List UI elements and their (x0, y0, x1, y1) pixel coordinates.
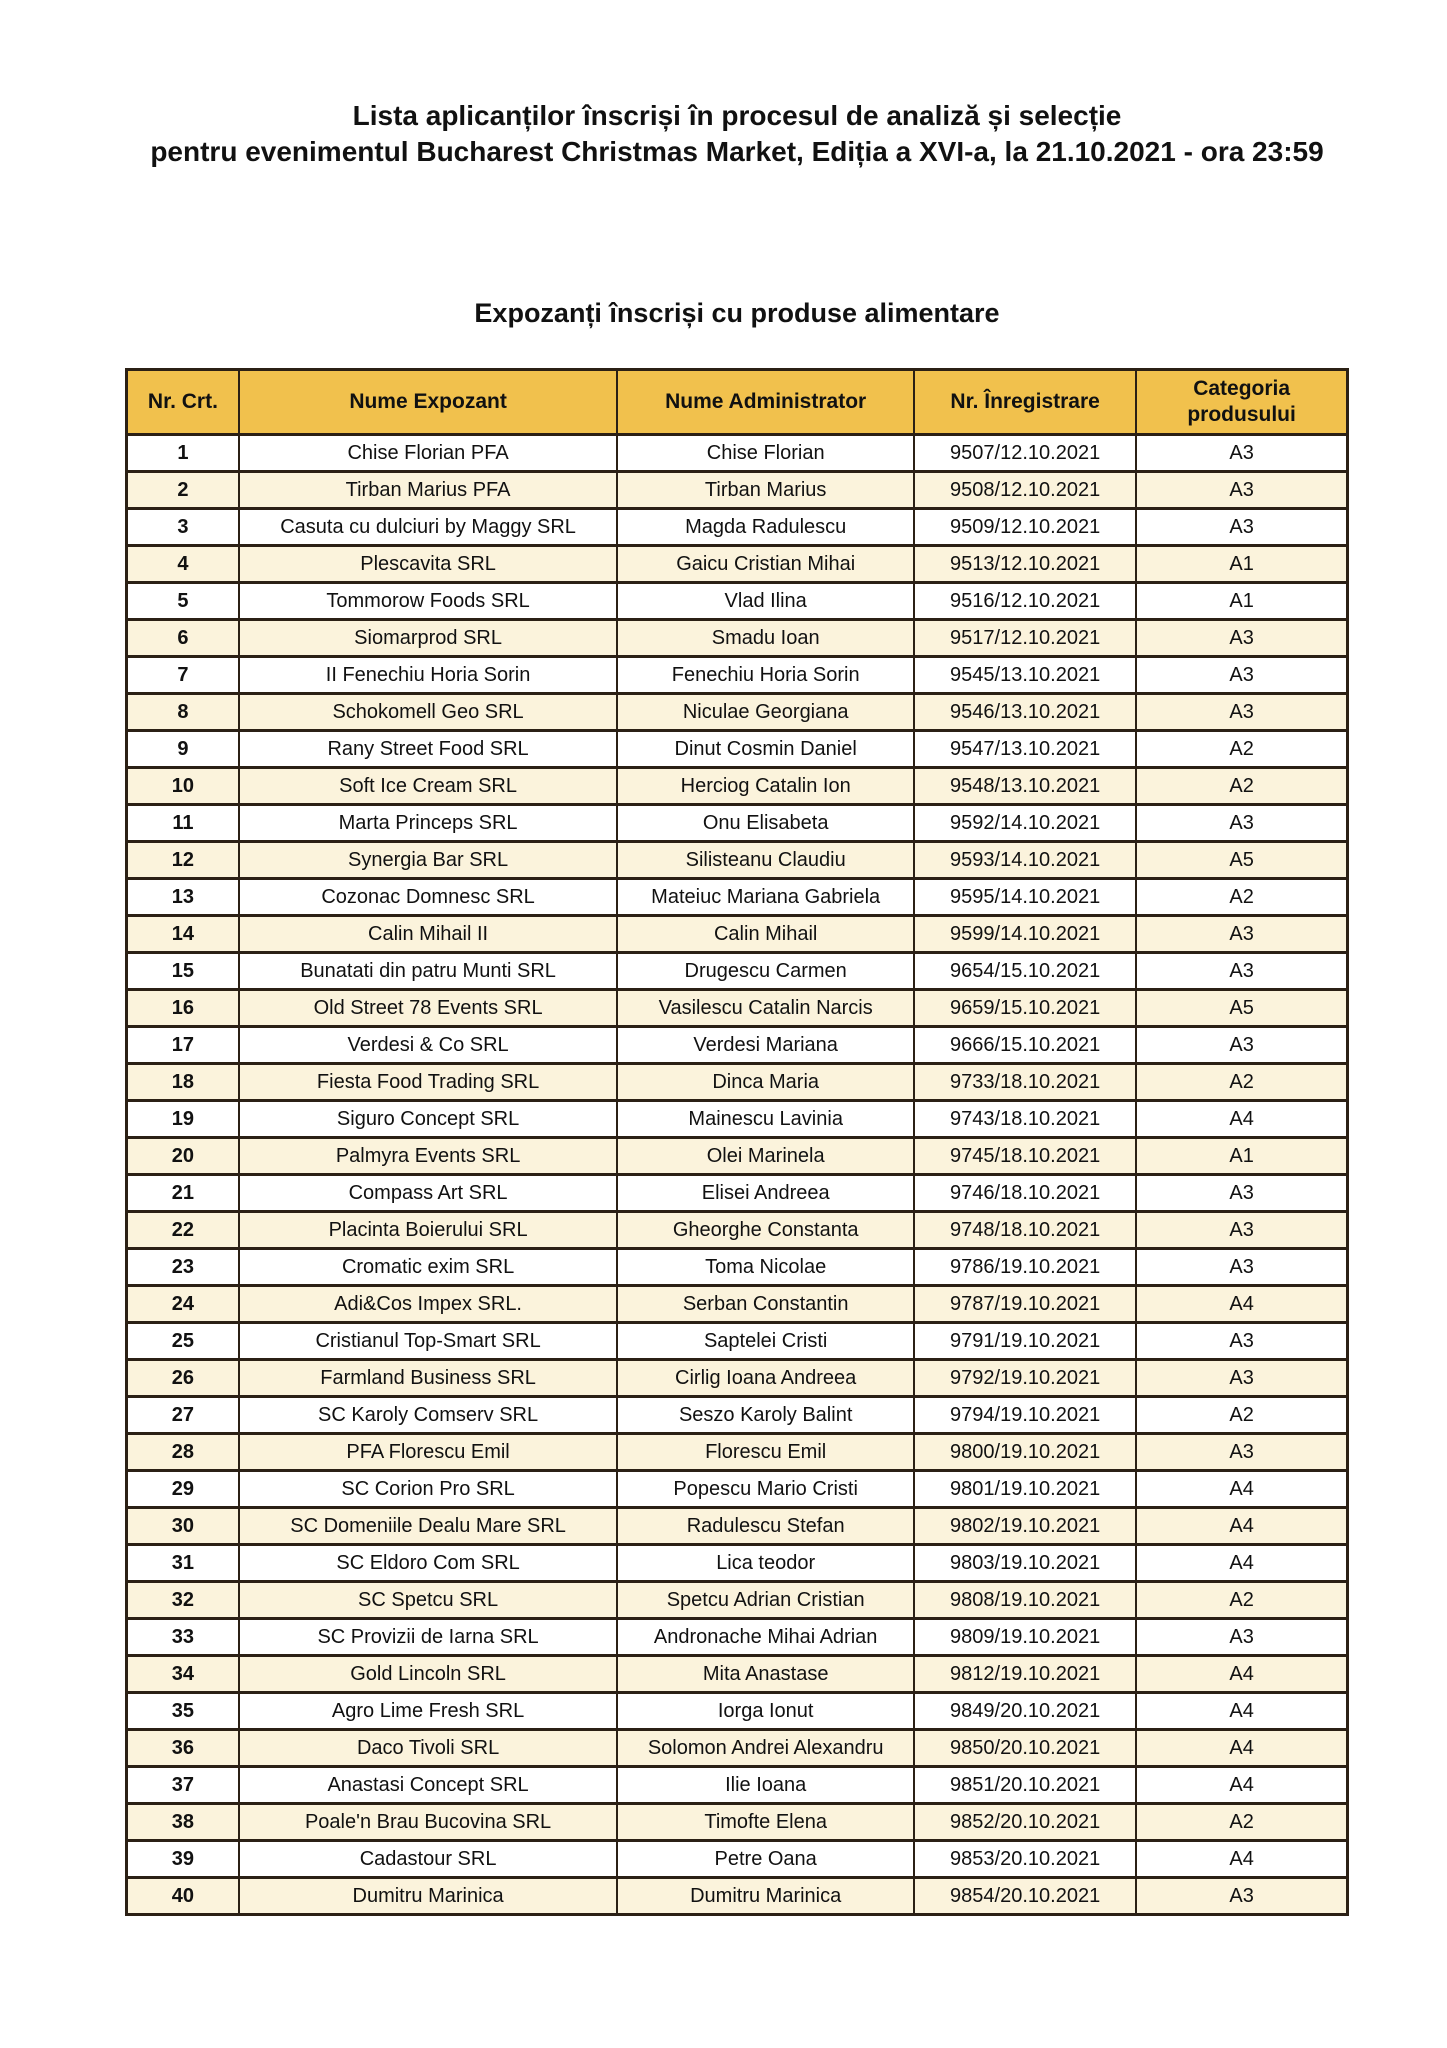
expozant-name: SC Karoly Comserv SRL (239, 1397, 618, 1434)
administrator-name: Solomon Andrei Alexandru (617, 1730, 914, 1767)
table-header (127, 370, 1348, 435)
product-category: A2 (1136, 1804, 1347, 1841)
administrator-name: Niculae Georgiana (617, 694, 914, 731)
header-nr-crt: Nr. Crt. (127, 370, 239, 435)
registration-number: 9786/19.10.2021 (914, 1249, 1136, 1286)
administrator-name: Fenechiu Horia Sorin (617, 657, 914, 694)
registration-number: 9808/19.10.2021 (914, 1582, 1136, 1619)
row-number: 39 (127, 1841, 239, 1878)
table-row (127, 1730, 1348, 1767)
table-row (127, 1027, 1348, 1064)
expozant-name: Soft Ice Cream SRL (239, 768, 618, 805)
row-number: 22 (127, 1212, 239, 1249)
registration-number: 9545/13.10.2021 (914, 657, 1136, 694)
expozant-name: Chise Florian PFA (239, 435, 618, 472)
row-number: 21 (127, 1175, 239, 1212)
expozant-name: Tirban Marius PFA (239, 472, 618, 509)
product-category: A3 (1136, 509, 1347, 546)
row-number: 33 (127, 1619, 239, 1656)
expozant-name: Fiesta Food Trading SRL (239, 1064, 618, 1101)
registration-number: 9507/12.10.2021 (914, 435, 1136, 472)
table-row (127, 1619, 1348, 1656)
registration-number: 9794/19.10.2021 (914, 1397, 1136, 1434)
registration-number: 9516/12.10.2021 (914, 583, 1136, 620)
administrator-name: Seszo Karoly Balint (617, 1397, 914, 1434)
expozant-name: Marta Princeps SRL (239, 805, 618, 842)
registration-number: 9746/18.10.2021 (914, 1175, 1136, 1212)
registration-number: 9593/14.10.2021 (914, 842, 1136, 879)
product-category: A3 (1136, 694, 1347, 731)
expozant-name: Casuta cu dulciuri by Maggy SRL (239, 509, 618, 546)
product-category: A1 (1136, 546, 1347, 583)
product-category: A2 (1136, 879, 1347, 916)
administrator-name: Dinut Cosmin Daniel (617, 731, 914, 768)
expozant-name: II Fenechiu Horia Sorin (239, 657, 618, 694)
table-row (127, 1101, 1348, 1138)
registration-number: 9745/18.10.2021 (914, 1138, 1136, 1175)
registration-number: 9850/20.10.2021 (914, 1730, 1136, 1767)
registration-number: 9517/12.10.2021 (914, 620, 1136, 657)
header-nume-administrator: Nume Administrator (617, 370, 914, 435)
product-category: A4 (1136, 1286, 1347, 1323)
product-category: A4 (1136, 1508, 1347, 1545)
expozant-name: Dumitru Marinica (239, 1878, 618, 1915)
row-number: 29 (127, 1471, 239, 1508)
row-number: 24 (127, 1286, 239, 1323)
table-row (127, 1434, 1348, 1471)
administrator-name: Mateiuc Mariana Gabriela (617, 879, 914, 916)
header-categoria-produsului: Categoria produsului (1136, 370, 1347, 435)
page-title-line1: Lista aplicanților înscriși în procesul de analiză și selecție (352, 100, 1122, 131)
administrator-name: Cirlig Ioana Andreea (617, 1360, 914, 1397)
row-number: 26 (127, 1360, 239, 1397)
administrator-name: Andronache Mihai Adrian (617, 1619, 914, 1656)
page-title (125, 98, 1349, 170)
page-title-line2: pentru evenimentul Bucharest Christmas Market, Ediția a XVI-a, la 21.10.2021 - ora 23:59 (150, 136, 1324, 167)
product-category: A1 (1136, 1138, 1347, 1175)
product-category: A3 (1136, 805, 1347, 842)
expozant-name: Tommorow Foods SRL (239, 583, 618, 620)
expozant-name: Calin Mihail II (239, 916, 618, 953)
table-row (127, 1545, 1348, 1582)
registration-number: 9509/12.10.2021 (914, 509, 1136, 546)
table-row (127, 509, 1348, 546)
row-number: 25 (127, 1323, 239, 1360)
product-category: A2 (1136, 768, 1347, 805)
administrator-name: Olei Marinela (617, 1138, 914, 1175)
row-number: 27 (127, 1397, 239, 1434)
product-category: A3 (1136, 657, 1347, 694)
administrator-name: Dinca Maria (617, 1064, 914, 1101)
product-category: A3 (1136, 1323, 1347, 1360)
product-category: A3 (1136, 1249, 1347, 1286)
administrator-name: Vlad Ilina (617, 583, 914, 620)
registration-number: 9733/18.10.2021 (914, 1064, 1136, 1101)
table-row (127, 1360, 1348, 1397)
registration-number: 9852/20.10.2021 (914, 1804, 1136, 1841)
registration-number: 9508/12.10.2021 (914, 472, 1136, 509)
administrator-name: Elisei Andreea (617, 1175, 914, 1212)
row-number: 38 (127, 1804, 239, 1841)
row-number: 1 (127, 435, 239, 472)
registration-number: 9513/12.10.2021 (914, 546, 1136, 583)
row-number: 31 (127, 1545, 239, 1582)
expozant-name: Poale'n Brau Bucovina SRL (239, 1804, 618, 1841)
registration-number: 9791/19.10.2021 (914, 1323, 1136, 1360)
table-row (127, 620, 1348, 657)
administrator-name: Lica teodor (617, 1545, 914, 1582)
table-row (127, 916, 1348, 953)
row-number: 3 (127, 509, 239, 546)
document-page (125, 0, 1349, 1916)
product-category: A4 (1136, 1841, 1347, 1878)
expozant-name: Cadastour SRL (239, 1841, 618, 1878)
expozant-name: Gold Lincoln SRL (239, 1656, 618, 1693)
row-number: 18 (127, 1064, 239, 1101)
table-row (127, 1582, 1348, 1619)
table-row (127, 472, 1348, 509)
row-number: 7 (127, 657, 239, 694)
product-category: A4 (1136, 1730, 1347, 1767)
product-category: A2 (1136, 1064, 1347, 1101)
row-number: 14 (127, 916, 239, 953)
registration-number: 9748/18.10.2021 (914, 1212, 1136, 1249)
expozant-name: Palmyra Events SRL (239, 1138, 618, 1175)
expozant-name: Verdesi & Co SRL (239, 1027, 618, 1064)
product-category: A2 (1136, 731, 1347, 768)
expozant-name: SC Eldoro Com SRL (239, 1545, 618, 1582)
expozant-name: Plescavita SRL (239, 546, 618, 583)
product-category: A3 (1136, 953, 1347, 990)
table-row (127, 1286, 1348, 1323)
product-category: A2 (1136, 1397, 1347, 1434)
product-category: A4 (1136, 1471, 1347, 1508)
administrator-name: Dumitru Marinica (617, 1878, 914, 1915)
expozant-name: PFA Florescu Emil (239, 1434, 618, 1471)
product-category: A3 (1136, 1434, 1347, 1471)
administrator-name: Smadu Ioan (617, 620, 914, 657)
expozant-name: Daco Tivoli SRL (239, 1730, 618, 1767)
registration-number: 9792/19.10.2021 (914, 1360, 1136, 1397)
expozant-name: Synergia Bar SRL (239, 842, 618, 879)
registration-number: 9812/19.10.2021 (914, 1656, 1136, 1693)
expozant-name: SC Provizii de Iarna SRL (239, 1619, 618, 1656)
table-row (127, 435, 1348, 472)
product-category: A5 (1136, 990, 1347, 1027)
table-row (127, 731, 1348, 768)
expozant-name: Compass Art SRL (239, 1175, 618, 1212)
product-category: A3 (1136, 1212, 1347, 1249)
registration-number: 9787/19.10.2021 (914, 1286, 1136, 1323)
expozant-name: Agro Lime Fresh SRL (239, 1693, 618, 1730)
administrator-name: Serban Constantin (617, 1286, 914, 1323)
registration-number: 9547/13.10.2021 (914, 731, 1136, 768)
administrator-name: Radulescu Stefan (617, 1508, 914, 1545)
registration-number: 9599/14.10.2021 (914, 916, 1136, 953)
table-row (127, 1323, 1348, 1360)
administrator-name: Ilie Ioana (617, 1767, 914, 1804)
expozant-name: SC Corion Pro SRL (239, 1471, 618, 1508)
row-number: 6 (127, 620, 239, 657)
table-row (127, 1878, 1348, 1915)
administrator-name: Silisteanu Claudiu (617, 842, 914, 879)
table-row (127, 953, 1348, 990)
administrator-name: Verdesi Mariana (617, 1027, 914, 1064)
product-category: A2 (1136, 1582, 1347, 1619)
row-number: 9 (127, 731, 239, 768)
table-row (127, 842, 1348, 879)
registration-number: 9654/15.10.2021 (914, 953, 1136, 990)
row-number: 20 (127, 1138, 239, 1175)
row-number: 2 (127, 472, 239, 509)
expozant-name: Schokomell Geo SRL (239, 694, 618, 731)
product-category: A3 (1136, 1619, 1347, 1656)
registration-number: 9743/18.10.2021 (914, 1101, 1136, 1138)
row-number: 8 (127, 694, 239, 731)
row-number: 4 (127, 546, 239, 583)
table-row (127, 1508, 1348, 1545)
administrator-name: Toma Nicolae (617, 1249, 914, 1286)
administrator-name: Vasilescu Catalin Narcis (617, 990, 914, 1027)
registration-number: 9853/20.10.2021 (914, 1841, 1136, 1878)
registration-number: 9803/19.10.2021 (914, 1545, 1136, 1582)
header-nr-inregistrare: Nr. Înregistrare (914, 370, 1136, 435)
administrator-name: Chise Florian (617, 435, 914, 472)
registration-number: 9546/13.10.2021 (914, 694, 1136, 731)
expozant-name: SC Spetcu SRL (239, 1582, 618, 1619)
product-category: A4 (1136, 1545, 1347, 1582)
table-row (127, 1471, 1348, 1508)
administrator-name: Mainescu Lavinia (617, 1101, 914, 1138)
registration-number: 9666/15.10.2021 (914, 1027, 1136, 1064)
registration-number: 9800/19.10.2021 (914, 1434, 1136, 1471)
header-nume-expozant: Nume Expozant (239, 370, 618, 435)
administrator-name: Popescu Mario Cristi (617, 1471, 914, 1508)
row-number: 12 (127, 842, 239, 879)
expozant-name: Bunatati din patru Munti SRL (239, 953, 618, 990)
administrator-name: Saptelei Cristi (617, 1323, 914, 1360)
product-category: A3 (1136, 1175, 1347, 1212)
registration-number: 9592/14.10.2021 (914, 805, 1136, 842)
row-number: 40 (127, 1878, 239, 1915)
registration-number: 9801/19.10.2021 (914, 1471, 1136, 1508)
table-row (127, 1138, 1348, 1175)
product-category: A3 (1136, 1878, 1347, 1915)
product-category: A3 (1136, 472, 1347, 509)
table-row (127, 694, 1348, 731)
table-row (127, 1693, 1348, 1730)
expozant-name: Placinta Boierului SRL (239, 1212, 618, 1249)
administrator-name: Calin Mihail (617, 916, 914, 953)
row-number: 30 (127, 1508, 239, 1545)
expozant-name: Adi&Cos Impex SRL. (239, 1286, 618, 1323)
table-row (127, 1175, 1348, 1212)
product-category: A3 (1136, 916, 1347, 953)
expozant-name: Farmland Business SRL (239, 1360, 618, 1397)
product-category: A3 (1136, 1027, 1347, 1064)
administrator-name: Magda Radulescu (617, 509, 914, 546)
row-number: 35 (127, 1693, 239, 1730)
product-category: A5 (1136, 842, 1347, 879)
product-category: A3 (1136, 1360, 1347, 1397)
row-number: 16 (127, 990, 239, 1027)
registration-number: 9548/13.10.2021 (914, 768, 1136, 805)
product-category: A4 (1136, 1656, 1347, 1693)
table-row (127, 1804, 1348, 1841)
table-header-row (127, 370, 1348, 435)
row-number: 37 (127, 1767, 239, 1804)
expozant-name: Old Street 78 Events SRL (239, 990, 618, 1027)
table-row (127, 990, 1348, 1027)
table-row (127, 768, 1348, 805)
registration-number: 9802/19.10.2021 (914, 1508, 1136, 1545)
table-row (127, 1767, 1348, 1804)
table-row (127, 1249, 1348, 1286)
table-row (127, 805, 1348, 842)
administrator-name: Mita Anastase (617, 1656, 914, 1693)
registration-number: 9659/15.10.2021 (914, 990, 1136, 1027)
expozant-name: Cozonac Domnesc SRL (239, 879, 618, 916)
expozant-name: Siguro Concept SRL (239, 1101, 618, 1138)
expozant-name: SC Domeniile Dealu Mare SRL (239, 1508, 618, 1545)
administrator-name: Iorga Ionut (617, 1693, 914, 1730)
table-row (127, 1212, 1348, 1249)
administrator-name: Tirban Marius (617, 472, 914, 509)
administrator-name: Florescu Emil (617, 1434, 914, 1471)
row-number: 15 (127, 953, 239, 990)
administrator-name: Drugescu Carmen (617, 953, 914, 990)
administrator-name: Spetcu Adrian Cristian (617, 1582, 914, 1619)
expozant-name: Cromatic exim SRL (239, 1249, 618, 1286)
row-number: 10 (127, 768, 239, 805)
administrator-name: Timofte Elena (617, 1804, 914, 1841)
registration-number: 9854/20.10.2021 (914, 1878, 1136, 1915)
table-row (127, 879, 1348, 916)
row-number: 5 (127, 583, 239, 620)
product-category: A1 (1136, 583, 1347, 620)
registration-number: 9851/20.10.2021 (914, 1767, 1136, 1804)
product-category: A4 (1136, 1767, 1347, 1804)
expozant-name: Anastasi Concept SRL (239, 1767, 618, 1804)
row-number: 36 (127, 1730, 239, 1767)
row-number: 17 (127, 1027, 239, 1064)
row-number: 32 (127, 1582, 239, 1619)
row-number: 34 (127, 1656, 239, 1693)
row-number: 13 (127, 879, 239, 916)
row-number: 19 (127, 1101, 239, 1138)
table-row (127, 1656, 1348, 1693)
expozant-name: Rany Street Food SRL (239, 731, 618, 768)
row-number: 28 (127, 1434, 239, 1471)
administrator-name: Onu Elisabeta (617, 805, 914, 842)
registration-number: 9809/19.10.2021 (914, 1619, 1136, 1656)
table-row (127, 1064, 1348, 1101)
table-row (127, 1397, 1348, 1434)
administrator-name: Gaicu Cristian Mihai (617, 546, 914, 583)
table-row (127, 546, 1348, 583)
registration-number: 9595/14.10.2021 (914, 879, 1136, 916)
table-body (127, 435, 1348, 1915)
product-category: A3 (1136, 435, 1347, 472)
registration-number: 9849/20.10.2021 (914, 1693, 1136, 1730)
applicants-table (125, 368, 1349, 1916)
table-row (127, 1841, 1348, 1878)
product-category: A4 (1136, 1101, 1347, 1138)
administrator-name: Petre Oana (617, 1841, 914, 1878)
product-category: A4 (1136, 1693, 1347, 1730)
product-category: A3 (1136, 620, 1347, 657)
table-row (127, 657, 1348, 694)
section-title: Expozanți înscriși cu produse alimentare (474, 298, 1000, 328)
row-number: 23 (127, 1249, 239, 1286)
row-number: 11 (127, 805, 239, 842)
expozant-name: Cristianul Top-Smart SRL (239, 1323, 618, 1360)
administrator-name: Herciog Catalin Ion (617, 768, 914, 805)
expozant-name: Siomarprod SRL (239, 620, 618, 657)
administrator-name: Gheorghe Constanta (617, 1212, 914, 1249)
table-row (127, 583, 1348, 620)
